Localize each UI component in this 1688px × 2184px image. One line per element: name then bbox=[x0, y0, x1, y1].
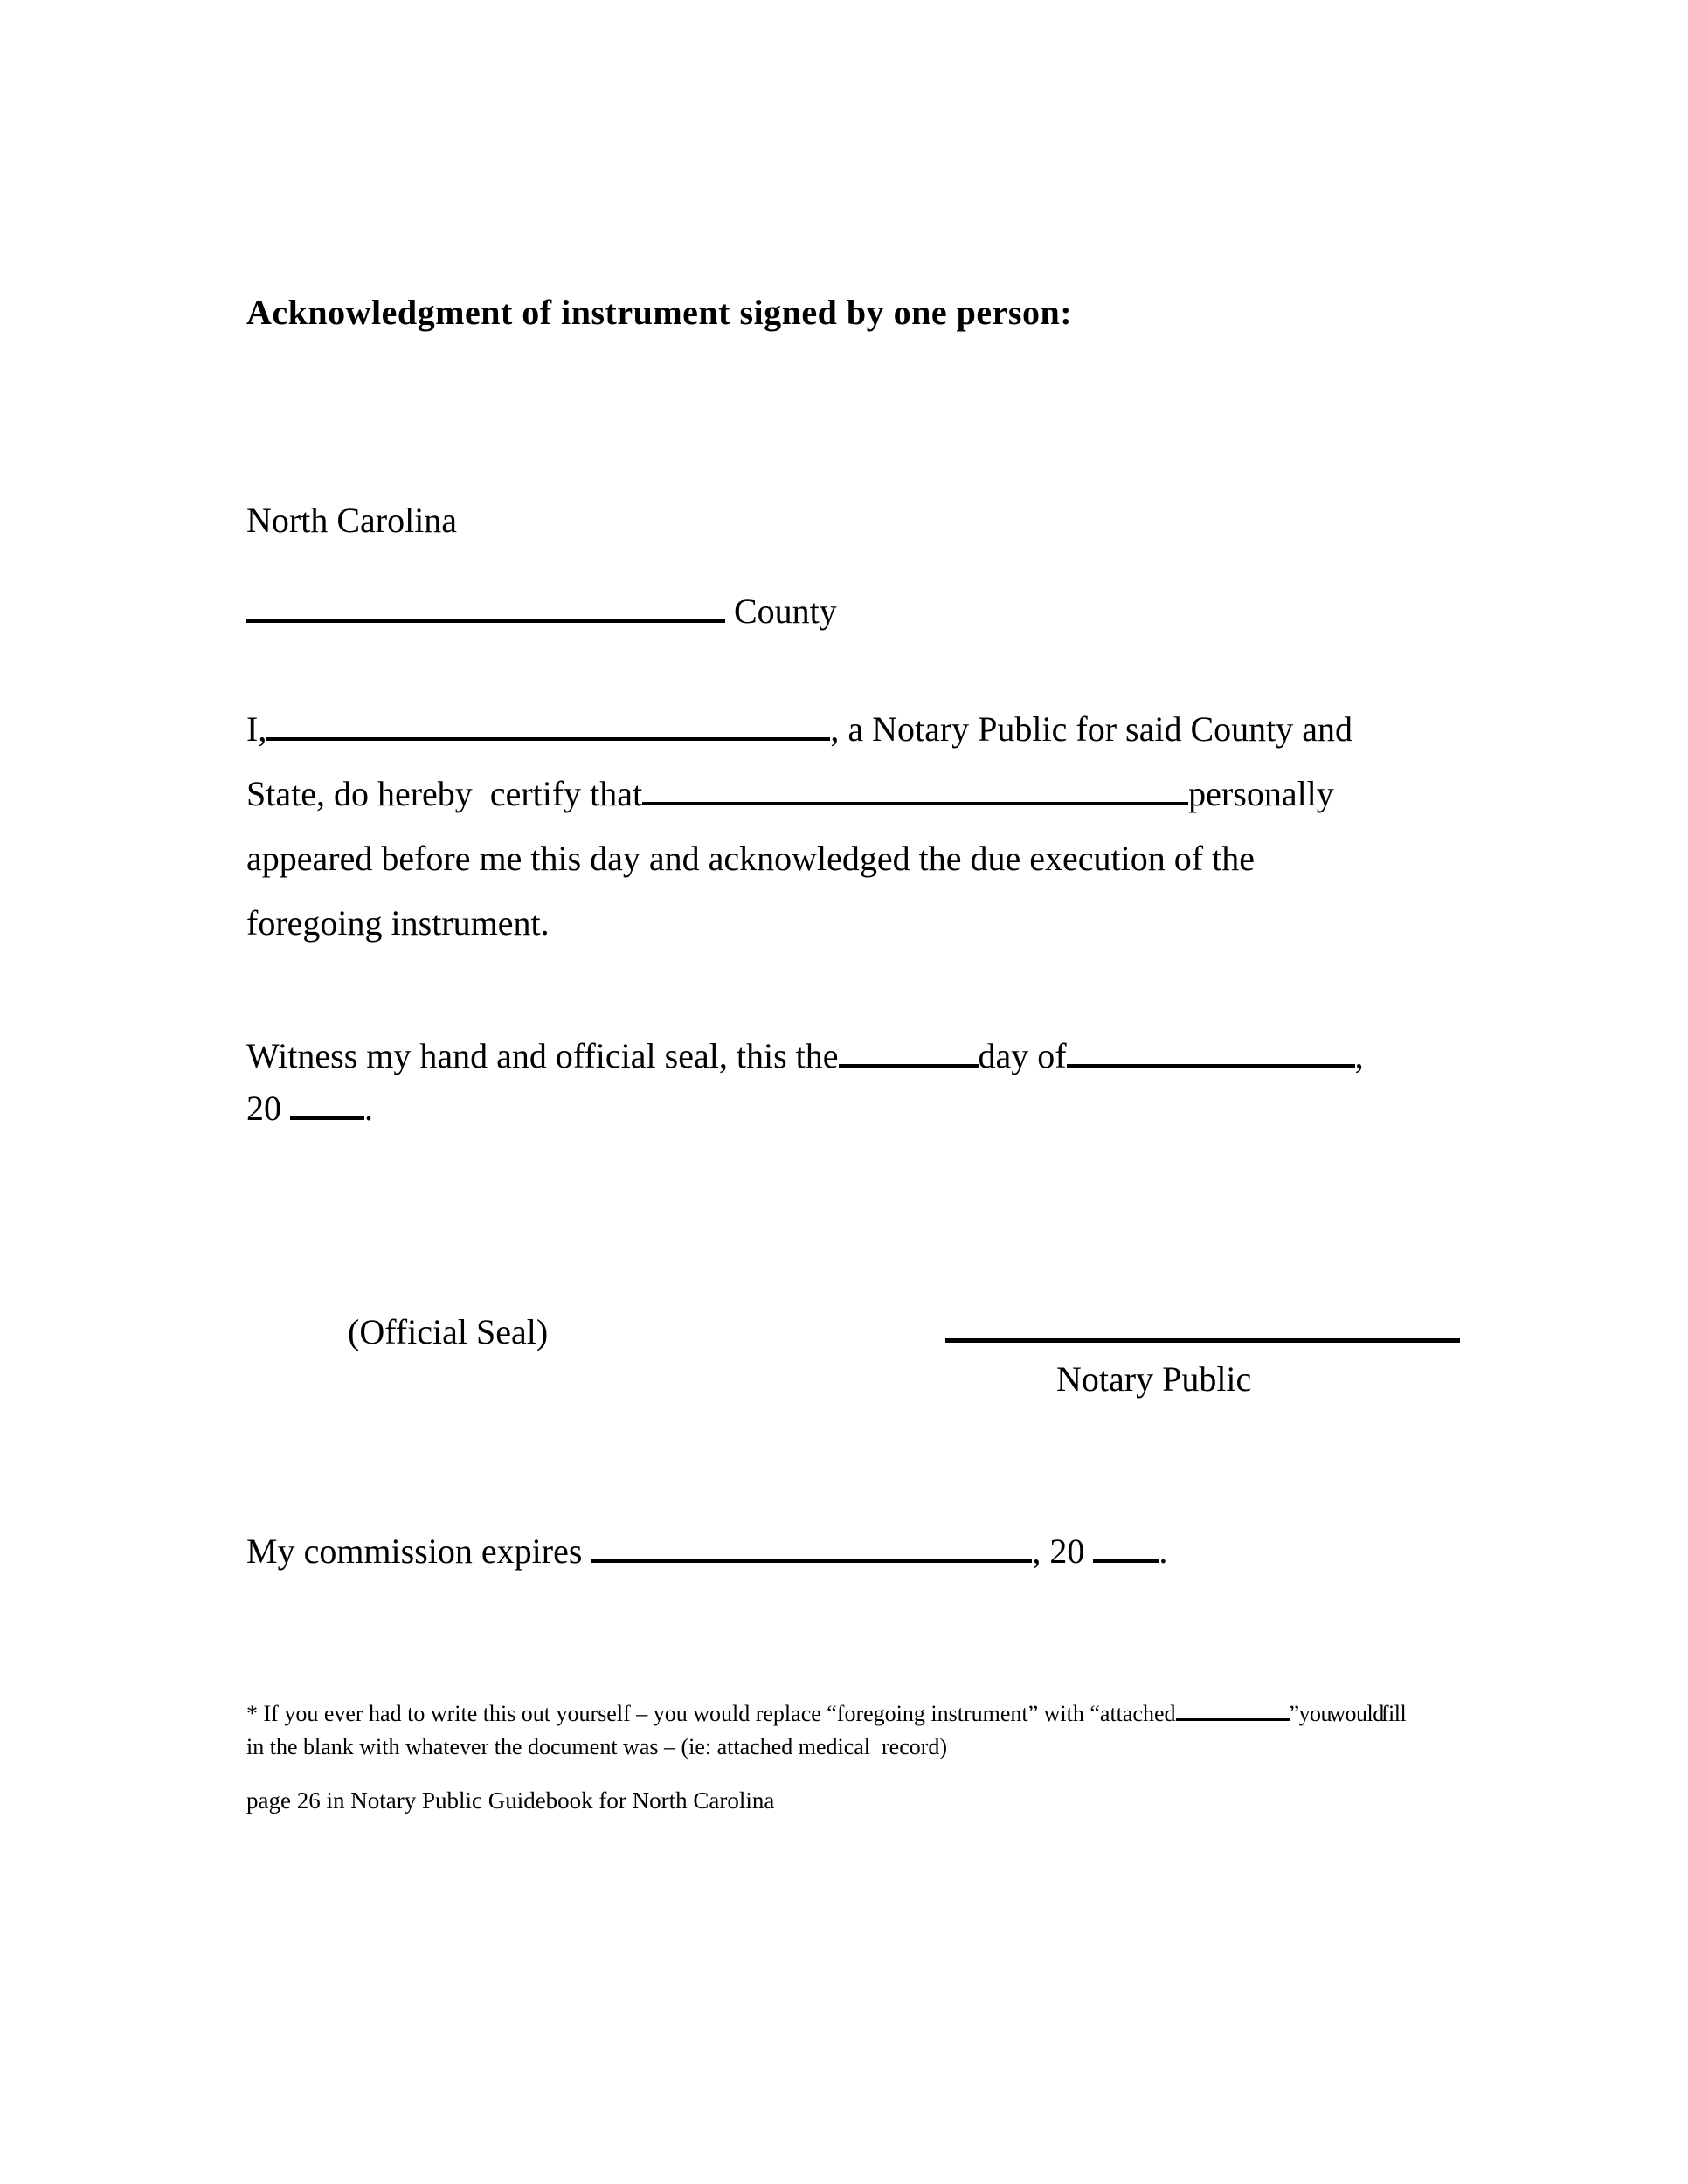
witness-comma: , bbox=[1354, 1036, 1364, 1075]
paragraph-line-1 bbox=[246, 697, 1352, 762]
witness-period: . bbox=[364, 1089, 373, 1128]
county-label: County bbox=[725, 591, 837, 631]
paragraph-line-4 bbox=[246, 891, 1352, 956]
state-label: North Carolina bbox=[246, 501, 458, 540]
page-reference-text: page 26 in Notary Public Guidebook for North Carolina bbox=[246, 1787, 775, 1814]
footnote bbox=[246, 1697, 1406, 1764]
acknowledgment-paragraph bbox=[246, 697, 1352, 956]
footnote-line-1 bbox=[246, 1697, 1406, 1731]
signer-name-blank-line bbox=[642, 802, 1188, 805]
footnote-text-2: ”you would fill bbox=[1289, 1701, 1407, 1726]
day-blank-line bbox=[839, 1064, 979, 1068]
month-blank-line bbox=[1067, 1064, 1355, 1068]
notary-name-blank-line bbox=[266, 737, 830, 741]
commission-year-text: , 20 bbox=[1032, 1531, 1094, 1571]
footnote-text-1: * If you ever had to write this out yourself – you would replace “foregoing instrument” with “attached bbox=[246, 1701, 1176, 1726]
day-of-text: day of bbox=[978, 1036, 1067, 1075]
witness-year-blank-line bbox=[290, 1116, 364, 1120]
commission-year-blank-line bbox=[1093, 1559, 1159, 1563]
footnote-text-3: in the blank with whatever the document was – (ie: attached medical record) bbox=[246, 1734, 948, 1759]
attached-blank-line bbox=[1176, 1718, 1290, 1721]
paragraph-line-2 bbox=[246, 762, 1352, 826]
commission-text: My commission expires bbox=[246, 1531, 591, 1571]
county-line bbox=[246, 591, 837, 632]
witness-clause bbox=[246, 1030, 1364, 1135]
foregoing-text: foregoing instrument. bbox=[246, 903, 550, 943]
official-seal-label bbox=[348, 1311, 548, 1352]
page-reference bbox=[246, 1787, 774, 1814]
notary-signature-line bbox=[945, 1338, 1460, 1343]
certify-text: State, do hereby certify that bbox=[246, 774, 643, 813]
footnote-line-2 bbox=[246, 1731, 1406, 1764]
commission-line bbox=[246, 1531, 1167, 1572]
personally-text: personally bbox=[1188, 774, 1334, 813]
witness-line-2 bbox=[246, 1082, 1364, 1135]
appeared-text: appeared before me this day and acknowledged the due execution of the bbox=[246, 839, 1255, 878]
witness-year-text: 20 bbox=[246, 1089, 290, 1128]
notary-public-text: Notary Public bbox=[1056, 1359, 1252, 1399]
notary-public-label bbox=[1056, 1358, 1251, 1400]
paragraph-line-3 bbox=[246, 826, 1352, 891]
official-seal-text: (Official Seal) bbox=[348, 1312, 549, 1351]
witness-line-1 bbox=[246, 1030, 1364, 1082]
state-line bbox=[246, 500, 457, 541]
commission-period: . bbox=[1159, 1531, 1168, 1571]
notary-title-text: , a Notary Public for said County and bbox=[830, 709, 1353, 749]
county-blank-line bbox=[246, 619, 725, 623]
commission-date-blank-line bbox=[591, 1559, 1032, 1563]
document-title bbox=[246, 292, 1072, 333]
notary-intro-text: I, bbox=[246, 709, 267, 749]
document-title-text: Acknowledgment of instrument signed by one person: bbox=[246, 293, 1073, 332]
witness-text: Witness my hand and official seal, this the bbox=[246, 1036, 839, 1075]
